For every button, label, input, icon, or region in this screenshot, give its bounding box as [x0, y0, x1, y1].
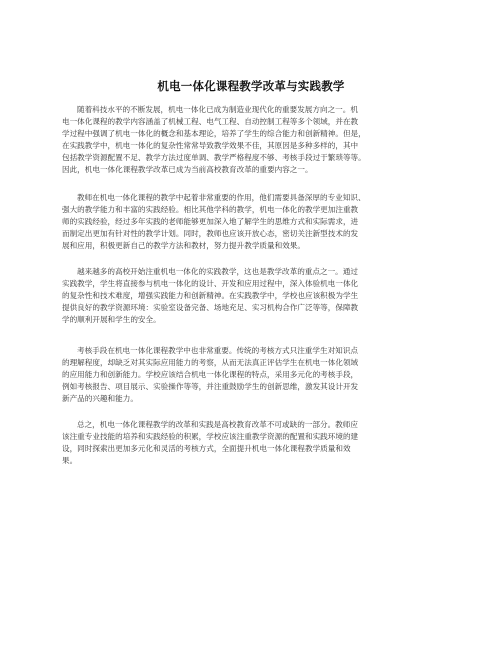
paragraph-line: 师的实践经验，经过多年实践的老师能够更加深入地了解学生的思维方式和实际需求，进: [62, 217, 359, 227]
paragraph-line: 在实践教学中，机电一体化的复杂性常常导致教学效果不佳，其原因是多种多样的，其中: [62, 141, 359, 151]
paragraph-line: 的理解程度，却缺乏对其实际应用能力的考察，从而无法真正评估学生在机电一体化领域: [62, 358, 359, 368]
document-title: 机电一体化课程教学改革与实践教学: [157, 79, 345, 93]
paragraph-2: [62, 192, 442, 252]
paragraph-line: 设，同时探索出更加多元化和灵活的考核方式，全面提升机电一体化课程教学质量和效: [62, 444, 351, 454]
paragraph-line: 的复杂性和技术难度，增强实践能力和创新精神。在实践教学中，学校也应该积极为学生: [62, 291, 359, 301]
paragraph-line: 强大的教学能力和丰富的实践经验。相比其他学科的教学，机电一体化的教学更加注重教: [62, 205, 359, 215]
paragraph-line: 果。: [62, 456, 78, 466]
paragraph-line: 电一体化课程的教学内容涵盖了机械工程、电气工程、自动控制工程等多个领域，并在教: [62, 117, 359, 127]
paragraph-line: 展和应用，积极更新自己的教学方法和教材，努力提升教学质量和效果。: [62, 241, 305, 251]
paragraph-line: 教师在机电一体化课程的教学中起着非常重要的作用，他们需要具备深厚的专业知识、: [77, 193, 366, 202]
paragraph-line: 提供良好的教学资源环境：实验室设备完备、场地充足、实习机构合作广泛等等，保障教: [62, 303, 359, 313]
paragraph-line: 而制定出更加有针对性的教学计划。同时，教师也应该开放心态，密切关注新型技术的发: [62, 229, 359, 239]
paragraph-line: 该注重专业技能的培养和实践经验的积累，学校应该注重教学资源的配置和实践环境的建: [62, 432, 359, 442]
paragraph-3: [62, 266, 442, 326]
paragraph-line: 随着科技水平的不断发展，机电一体化已成为制造业现代化的重要发展方向之一。机: [77, 105, 358, 114]
paragraph-line: 包括教学资源配置不足、教学方法过度单调、教学严格程度不够、考核手段过于繁琐等等。: [62, 153, 366, 163]
paragraph-line: 总之，机电一体化课程教学的改革和实践是高校教育改革不可或缺的一部分。教师应: [77, 420, 358, 429]
paragraph-line: 越来越多的高校开始注重机电一体化的实践教学，这也是教学改革的重点之一。通过: [77, 267, 358, 276]
paragraph-1: [62, 104, 442, 177]
paragraph-line: 例如考核报告、项目展示、实验操作等等，并注重鼓励学生的创新思维，激发其设计开发: [62, 382, 359, 392]
paragraph-4: [62, 345, 442, 405]
paragraph-line: 学过程中强调了机电一体化的概念和基本理论，培养了学生的综合能力和创新精神。但是，: [62, 129, 366, 139]
paragraph-line: 的应用能力和创新能力。学校应该结合机电一体化课程的特点，采用多元化的考核手段，: [62, 370, 359, 380]
paragraph-line: 考核手段在机电一体化课程教学中也非常重要。传统的考核方式只注重学生对知识点: [77, 346, 358, 355]
paragraph-line: 实践教学，学生将直接参与机电一体化的设计、开发和应用过程中，深入体验机电一体化: [62, 279, 359, 289]
paragraph-line: 学的顺利开展和学生的安全。: [62, 315, 161, 325]
paragraph-5: [62, 419, 442, 467]
paragraph-line: 因此，机电一体化课程教学改革已成为当前高校教育改革的重要内容之一。: [62, 165, 313, 175]
paragraph-line: 新产品的兴趣和能力。: [62, 394, 138, 404]
